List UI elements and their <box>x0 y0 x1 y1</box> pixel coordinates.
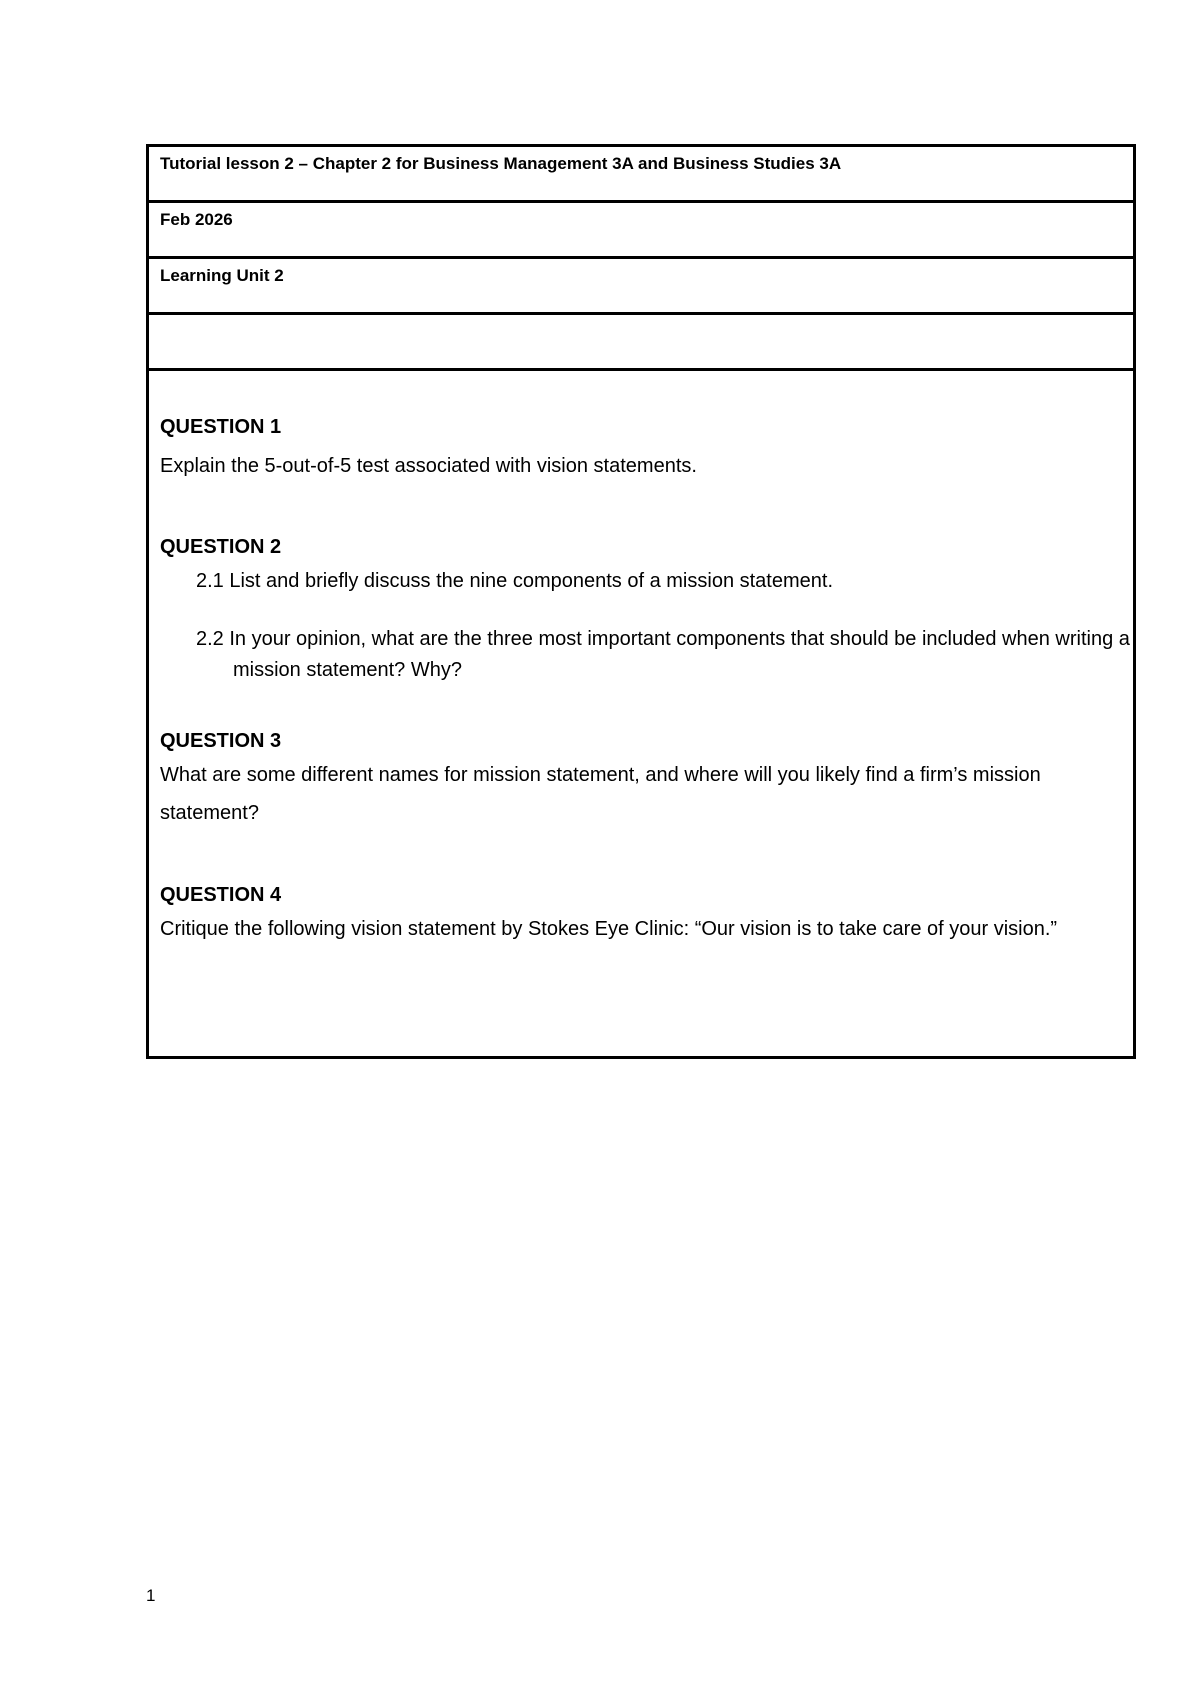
question-1-heading: QUESTION 1 <box>160 416 282 438</box>
questions-cell <box>149 371 1133 1056</box>
document-date: Feb 2026 <box>160 210 233 229</box>
question-3-heading: QUESTION 3 <box>160 730 282 752</box>
question-4-text: Critique the following vision statement by Stokes Eye Clinic: “Our vision is to take care of your vision.” <box>160 918 1058 940</box>
question-1-text: Explain the 5-out-of-5 test associated with vision statements. <box>160 455 697 477</box>
question-3-text: What are some different names for mission statement, and where will you likely find a firm’s mission statement? <box>160 764 1041 824</box>
header-date-row <box>149 203 1133 259</box>
header-title-row <box>149 147 1133 203</box>
tutorial-table <box>146 144 1136 1059</box>
question-2-item-1: 2.1 List and briefly discuss the nine components of a mission statement. <box>196 570 834 592</box>
document-title: Tutorial lesson 2 – Chapter 2 for Business Management 3A and Business Studies 3A <box>160 154 842 173</box>
header-empty-row <box>149 315 1133 371</box>
question-2-heading: QUESTION 2 <box>160 536 282 558</box>
question-4-heading: QUESTION 4 <box>160 884 282 906</box>
learning-unit: Learning Unit 2 <box>160 266 284 285</box>
header-unit-row <box>149 259 1133 315</box>
question-2-item-2: 2.2 In your opinion, what are the three most important components that should be included when writing a mission statement? Why? <box>196 628 1130 681</box>
page-number: 1 <box>146 1586 156 1605</box>
